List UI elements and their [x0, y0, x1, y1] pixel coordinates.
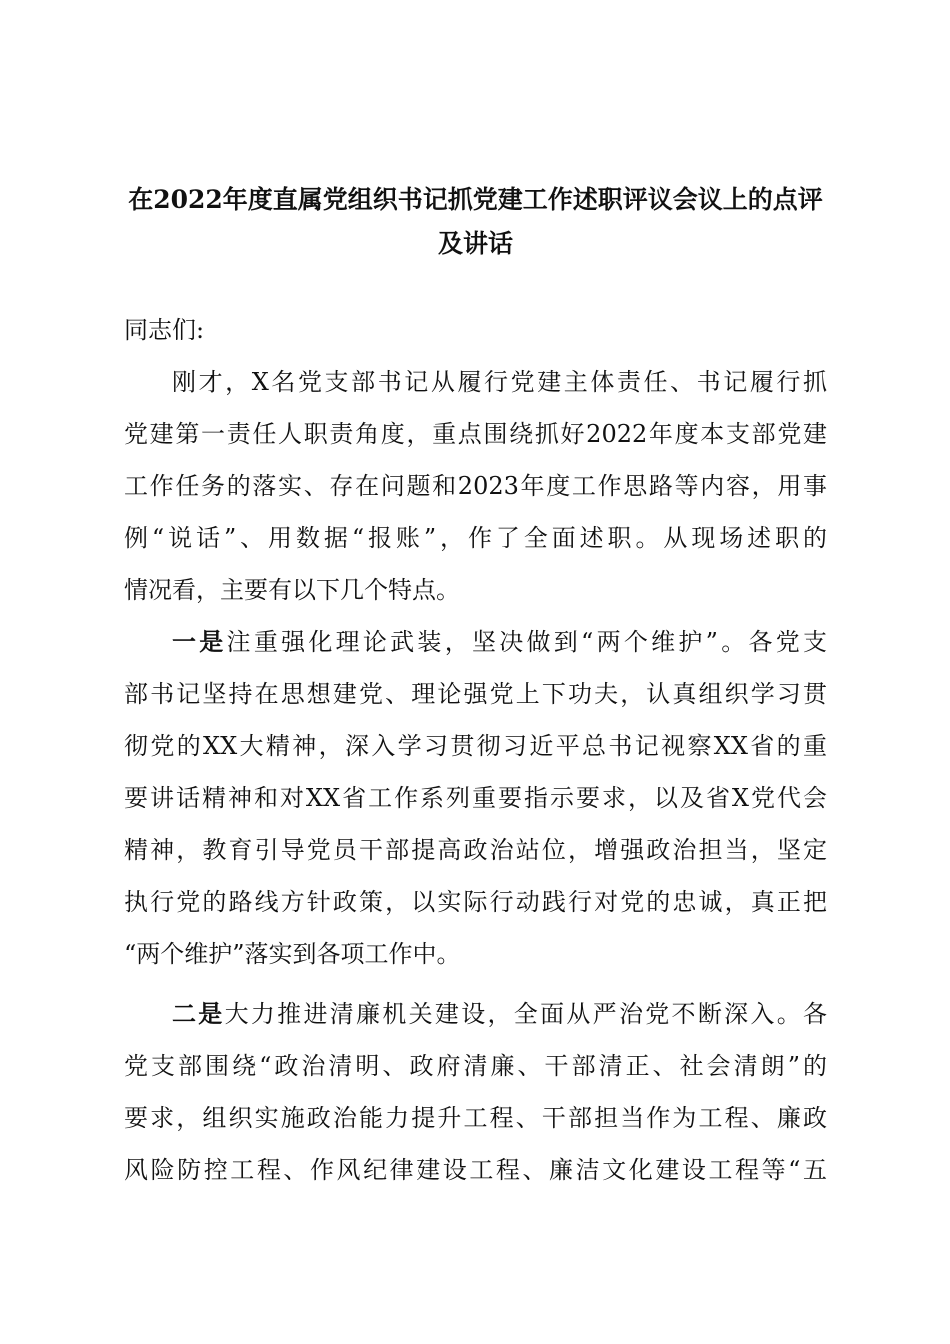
salutation: 同志们: — [124, 316, 205, 344]
text-line: 党建第一责任人职责角度，重点围绕抓好2022年度本支部党建 — [124, 420, 827, 448]
text-line: 风险防控工程、作风纪律建设工程、廉洁文化建设工程等“五 — [124, 1156, 827, 1184]
text-line: 要求，组织实施政治能力提升工程、干部担当作为工程、廉政 — [124, 1104, 827, 1132]
text-line: “两个维护”落实到各项工作中。 — [124, 940, 461, 968]
point-lead: 一是 — [172, 627, 227, 656]
point-text: 注重强化理论武装，坚决做到“两个维护”。各党支 — [226, 628, 827, 656]
text-line: 工作任务的落实、存在问题和2023年度工作思路等内容，用事 — [124, 472, 827, 500]
text-line — [124, 988, 827, 1040]
paragraph-gap — [124, 980, 827, 988]
text-line: 执行党的路线方针政策，以实际行动践行对党的忠诚，真正把 — [124, 888, 827, 916]
text-line: 党支部围绕“政治清明、政府清廉、干部清正、社会清朗”的 — [124, 1052, 827, 1080]
text-line: 部书记坚持在思想建党、理论强党上下功夫，认真组织学习贯 — [124, 680, 827, 708]
text-line: 精神，教育引导党员干部提高政治站位，增强政治担当，坚定 — [124, 836, 827, 864]
text-line — [124, 616, 827, 668]
title-line-1: 在2022年度直属党组织书记抓党建工作述职评议会议上的点评 — [128, 185, 823, 214]
title-line-2: 及讲话 — [437, 229, 513, 258]
document-title — [124, 178, 827, 266]
paragraph-intro — [124, 356, 827, 616]
point-lead: 二是 — [172, 999, 225, 1028]
document-page — [124, 178, 827, 1196]
text-line: 情况看，主要有以下几个特点。 — [124, 576, 460, 604]
paragraph-point-two — [124, 988, 827, 1196]
point-text: 大力推进清廉机关建设，全面从严治党不断深入。各 — [224, 1000, 828, 1028]
text-line: 要讲话精神和对XX省工作系列重要指示要求，以及省X党代会 — [124, 784, 827, 812]
text-line: 彻党的XX大精神，深入学习贯彻习近平总书记视察XX省的重 — [124, 732, 827, 760]
paragraph-point-one — [124, 616, 827, 980]
text-line: 刚才，X名党支部书记从履行党建主体责任、书记履行抓 — [172, 368, 827, 396]
text-line: 例“说话”、用数据“报账”，作了全面述职。从现场述职的 — [124, 524, 827, 552]
